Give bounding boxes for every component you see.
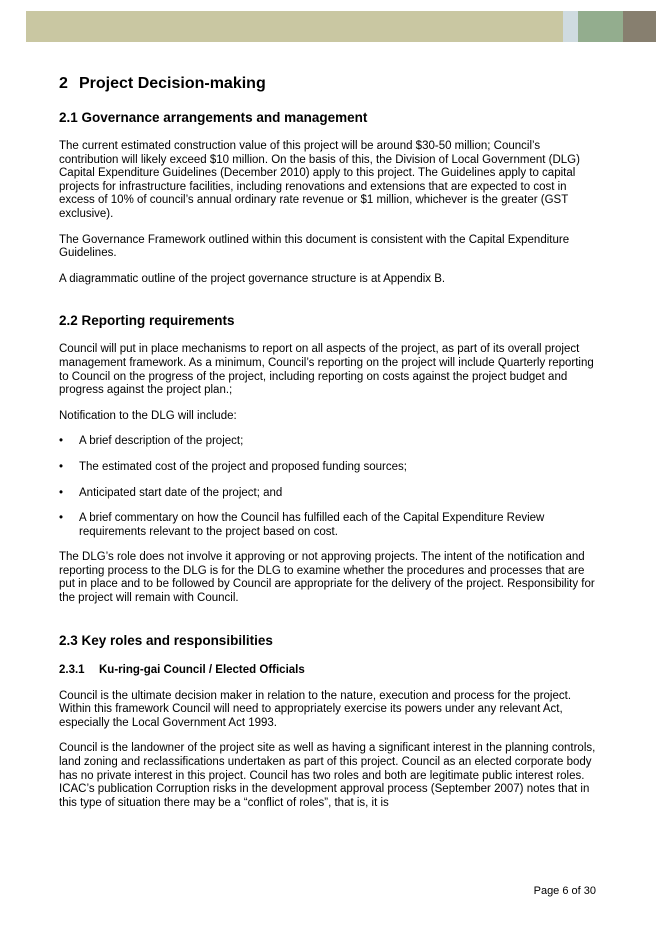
subsection-number: 2.3.1 [59,663,85,676]
heading-2-3: 2.3 Key roles and responsibilities [59,632,273,648]
header-band-main [26,11,563,42]
page-number: Page 6 of 30 [533,885,596,897]
section-title: Project Decision-making [79,75,266,92]
header-band-block-3 [623,11,656,42]
paragraph: Notification to the DLG will include: [59,409,237,422]
section-number: 2 [59,75,68,92]
document-body [59,74,599,822]
header-band-block-1 [563,11,578,42]
heading-2-3-1 [59,663,599,678]
header-band-block-2 [578,11,623,42]
bullet-icon: • [59,512,64,525]
paragraph: The Governance Framework outlined within this document is consistent with the Capital Expenditure Guidelines. [59,233,570,260]
bullet-icon: • [59,460,64,473]
header-band [26,11,656,42]
paragraph: Council is the ultimate decision maker in relation to the nature, execution and process for the project. Within this framework Council will need to appropriately exercise its powers under any relevant Act, especially the Local Government Act 1993. [59,689,572,729]
list-item: • A brief commentary on how the Council has fulfilled each of the Capital Expenditure Review requirements relevant to the project based on cost. [59,512,545,538]
bullet-icon: • [59,486,64,499]
paragraph: The current estimated construction value of this project will be around $30-50 million; Council’s contribution will likely exceed $10 million. On the basis of this, the Division of Local Government (DLG) Capital Expenditure Guidelines (December 2010) apply to this project. The Guidelines apply to capital projects for infrastructure facilities, including renovations and extensions that are expected to cost in excess of 10% of council’s annual ordinary rate revenue or $1 million, whichever is the greater (GST exclusive). [59,140,580,220]
bullet-list [59,435,599,539]
list-item: • The estimated cost of the project and proposed funding sources; [59,460,407,473]
list-item: • Anticipated start date of the project; and [59,486,283,499]
list-item: • A brief description of the project; [59,435,244,448]
paragraph: Council will put in place mechanisms to report on all aspects of the project, as part of its overall project management framework. As a minimum, Council’s reporting on the project will include Quarterly reporting to Council on the progress of the project, including reporting on costs against the project budget and progress against the project plan.; [59,343,594,397]
paragraph: The DLG’s role does not involve it approving or not approving projects. The intent of the notification and reporting process to the DLG is for the DLG to examine whether the procedures and processes that are put in place and to be followed by Council are appropriate for the delivery of the project. Responsibility for the project will remain with Council. [59,551,595,605]
bullet-icon: • [59,435,64,448]
paragraph: A diagrammatic outline of the project governance structure is at Appendix B. [59,272,446,285]
section-heading [59,74,599,94]
paragraph: Council is the landowner of the project site as well as having a significant interest in the planning controls, land zoning and reclassifications undertaken as part of this project. Council as an elected corporate body has no private interest in this project. Council has two roles and both are legitimate public interest roles. ICAC’s publication Corruption risks in the development approval process (September 2007) notes that in this type of situation there may be a “conflict of roles”, that is, it is [59,742,596,809]
heading-2-2: 2.2 Reporting requirements [59,313,235,329]
heading-2-1: 2.1 Governance arrangements and management [59,110,368,125]
subsection-title: Ku-ring-gai Council / Elected Officials [99,663,305,676]
